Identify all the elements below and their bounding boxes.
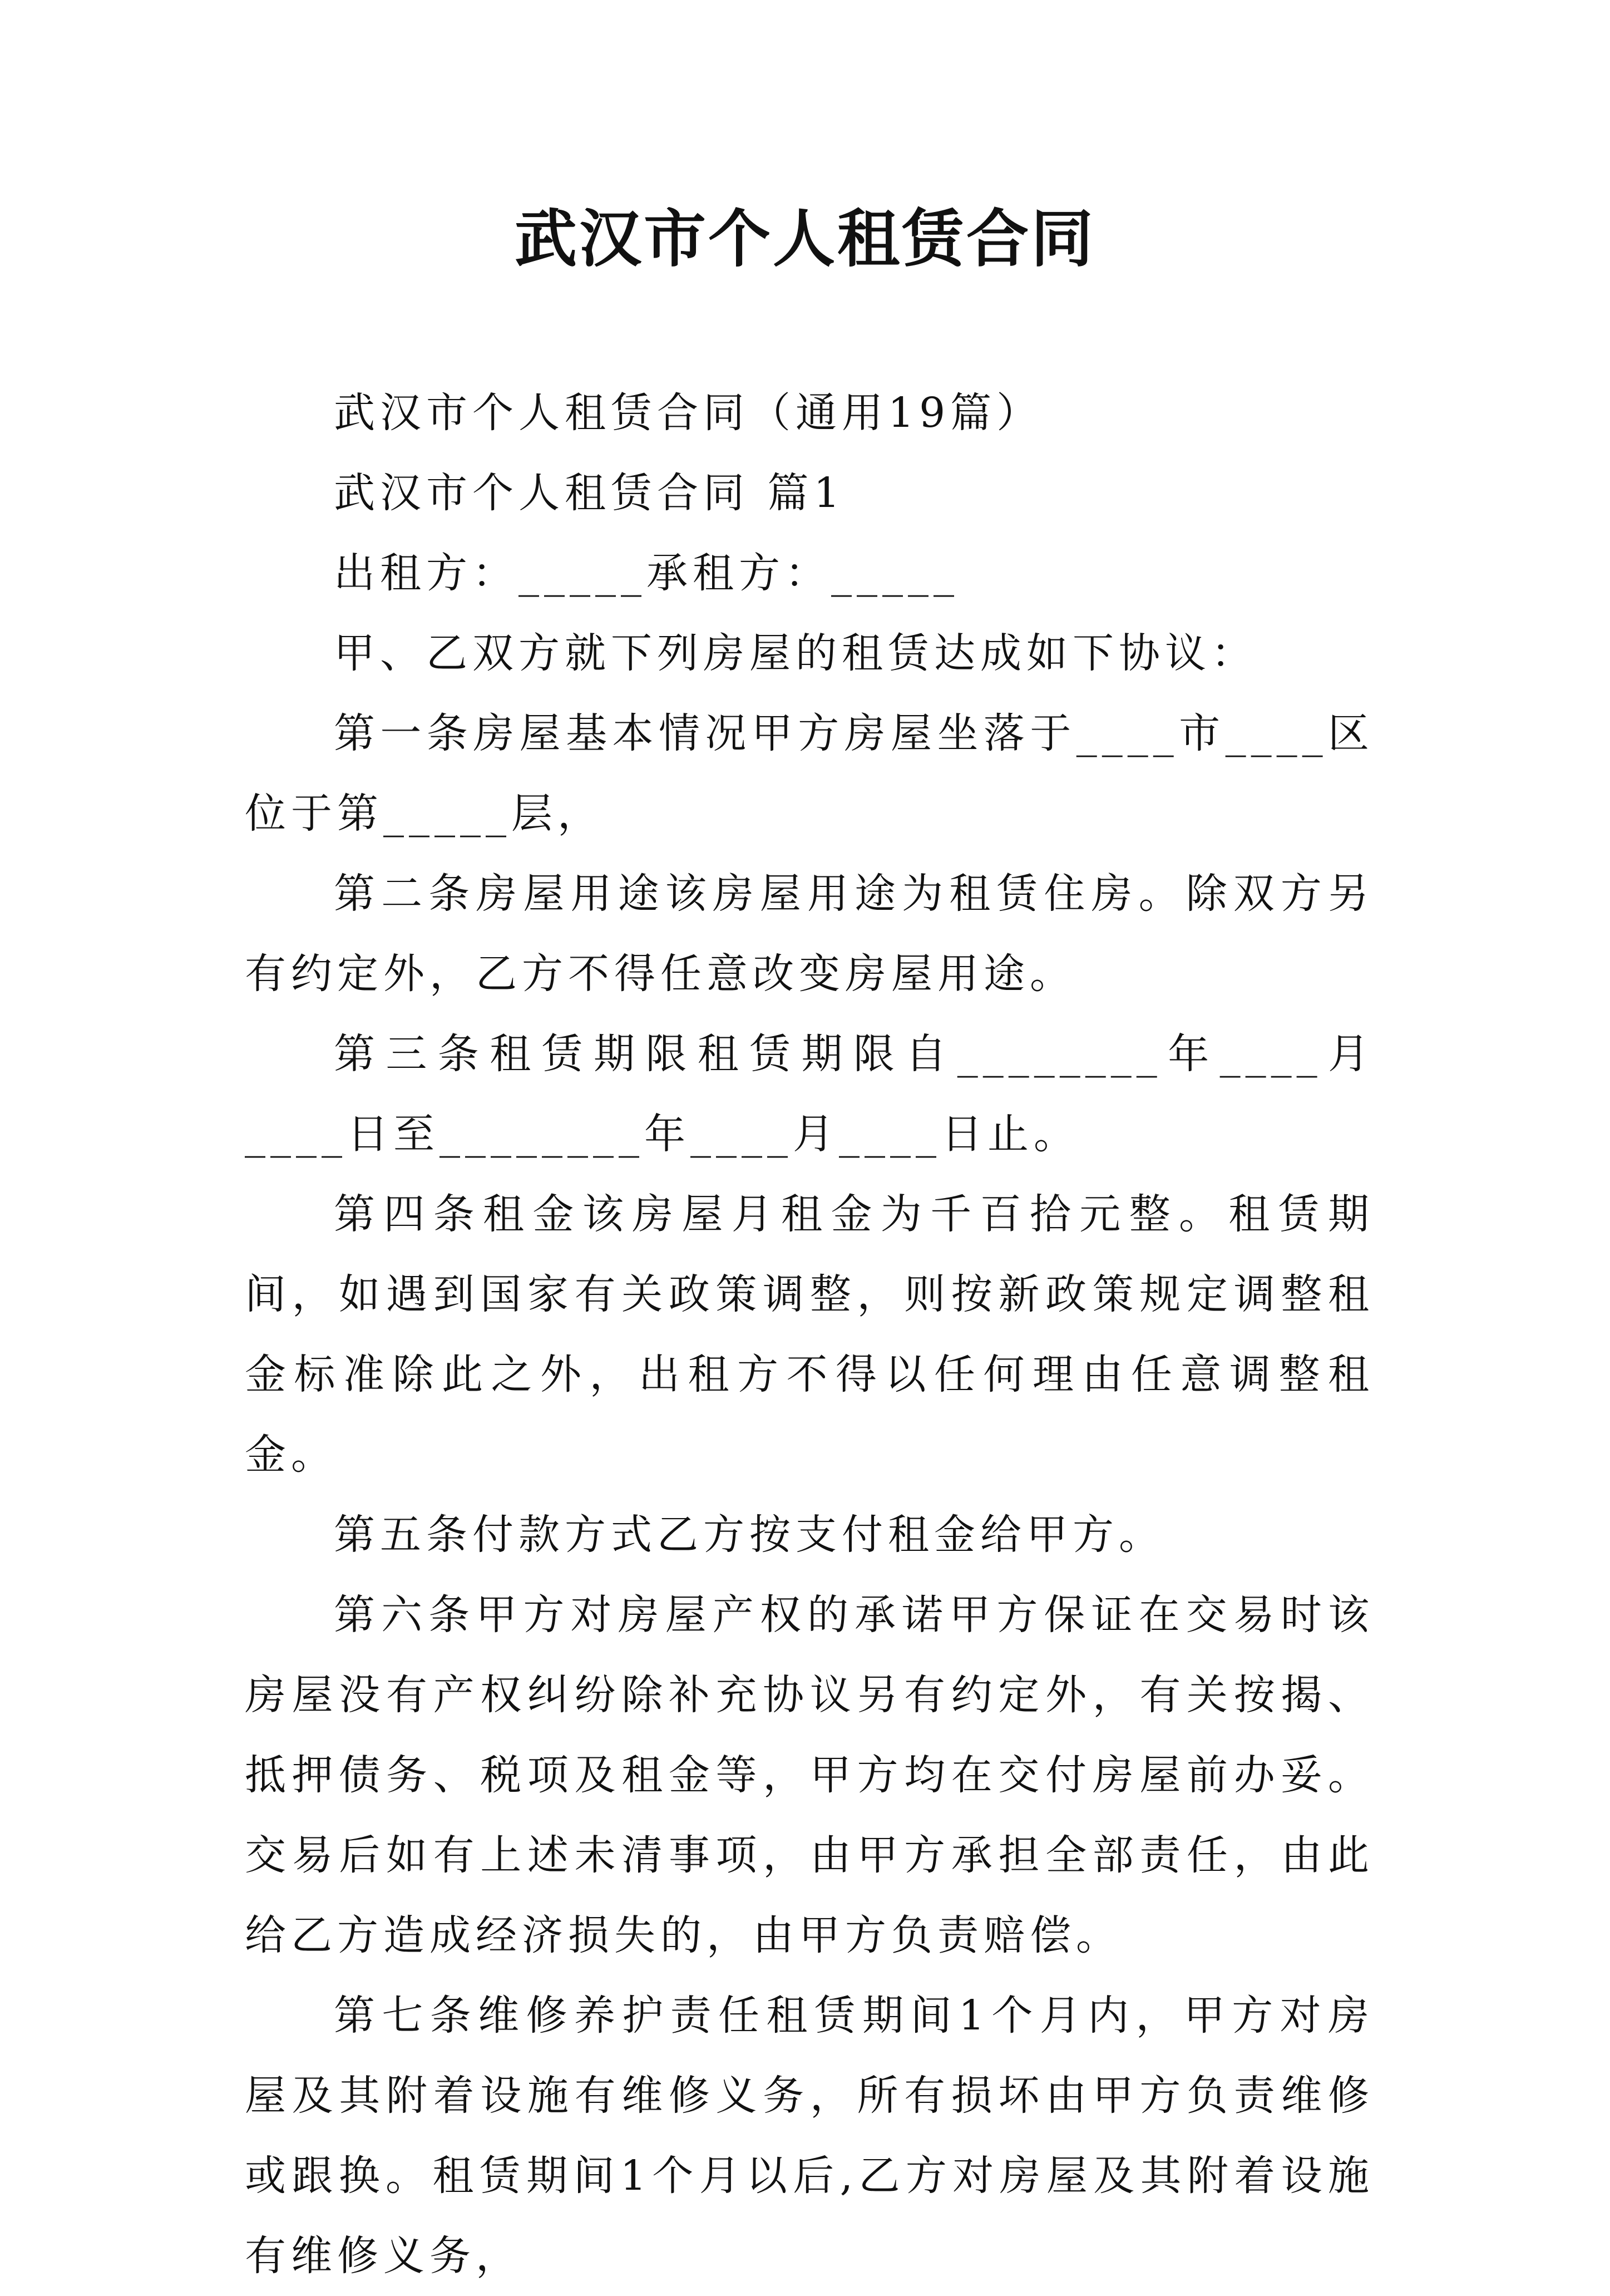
document-title: 武汉市个人租赁合同	[515, 203, 1095, 275]
paragraph-subtitle: 武汉市个人租赁合同（通用19篇）	[334, 389, 1043, 437]
paragraph-parties: 出租方：_____承租方：_____	[334, 549, 959, 597]
paragraph-article-5: 第五条付款方式乙方按支付租金给甲方。	[334, 1511, 1165, 1559]
paragraph-article-1: 第一条房屋基本情况甲方房屋坐落于____市____区位于第_____层，	[245, 710, 1374, 837]
paragraph-article-6: 第六条甲方对房屋产权的承诺甲方保证在交易时该房屋没有产权纠纷除补充协议另有约定外，有关按揭、抵押债务、税项及租金等，甲方均在交付房屋前办妥。交易后如有上述未清事项，由甲方承担全部责任，由此给乙方造成经济损失的，由甲方负责赔偿。	[245, 1591, 1374, 1959]
paragraph-article-3: 第三条租赁期限租赁期限自________年____月____日至________年____月____日止。	[245, 1030, 1374, 1158]
paragraph-agreement-intro: 甲、乙双方就下列房屋的租赁达成如下协议：	[334, 629, 1257, 677]
paragraph-article-7: 第七条维修养护责任租赁期间1个月内，甲方对房屋及其附着设施有维修义务，所有损坏由甲方负责维修或跟换。租赁期间1个月以后,乙方对房屋及其附着设施有维修义务，	[245, 1992, 1374, 2280]
paragraph-article-2: 第二条房屋用途该房屋用途为租赁住房。除双方另有约定外，乙方不得任意改变房屋用途。	[245, 870, 1374, 998]
document-body	[245, 373, 1374, 2296]
paragraph-section-heading: 武汉市个人租赁合同 篇1	[334, 469, 845, 517]
paragraph-article-4: 第四条租金该房屋月租金为千百拾元整。租赁期间，如遇到国家有关政策调整，则按新政策规定调整租金标准除此之外，出租方不得以任何理由任意调整租金。	[245, 1190, 1374, 1479]
